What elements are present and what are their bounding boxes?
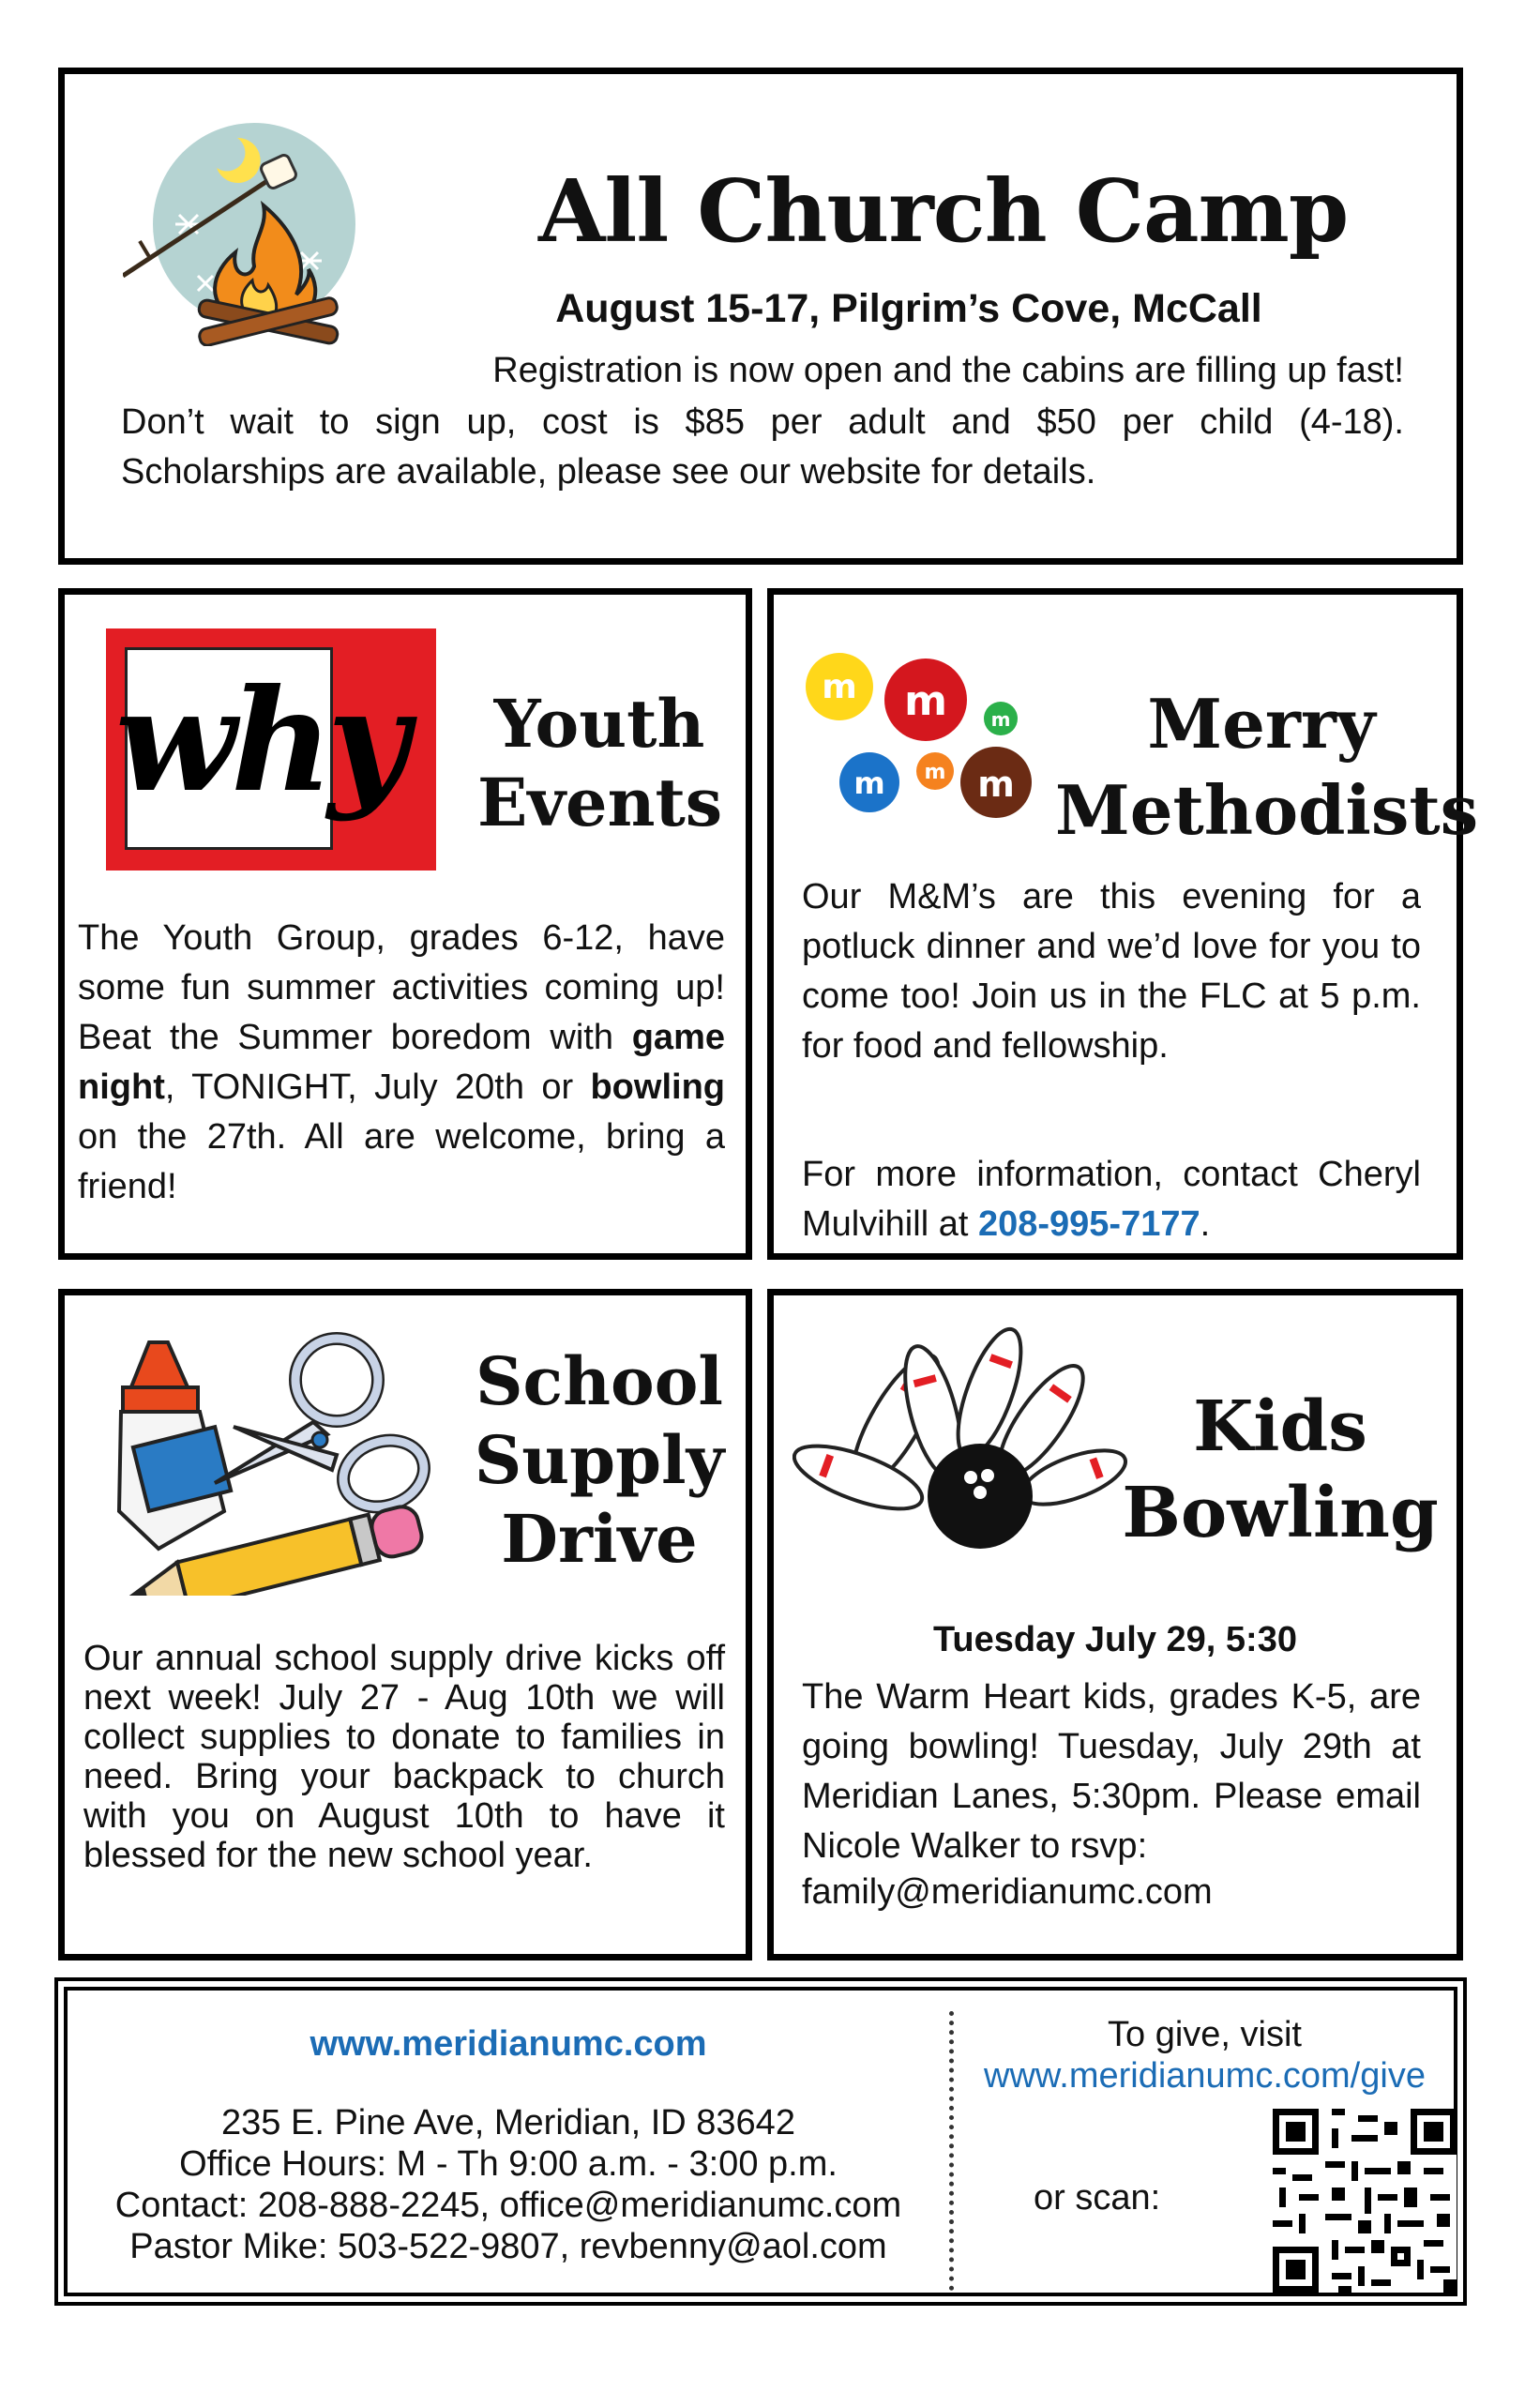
footer-contact: Contact: 208-888-2245, office@meridianumc.com xyxy=(114,2186,902,2225)
svg-text:m: m xyxy=(924,761,946,784)
school-title-line-1: School xyxy=(475,1342,724,1420)
school-title-line-2: Supply xyxy=(474,1421,725,1499)
mm-phone-link[interactable]: 208-995-7177 xyxy=(977,1204,1200,1244)
youth-body xyxy=(78,914,725,1212)
footer-inner-border xyxy=(64,1987,1457,2296)
mm-title-line-2: Methodists xyxy=(1055,770,1479,850)
school-paragraph: Our annual school supply drive kicks off next week! July 27 - Aug 10th we will collect supplies to donate to families in need. Bring your backpack to church with you on August 10th to have it blessed for the new school year. xyxy=(83,1639,725,1875)
mm-contact-text: For more information, contact Cheryl Mulvihill at xyxy=(802,1155,1421,1244)
bowling-icon xyxy=(793,1318,1130,1562)
school-supply-section xyxy=(58,1289,752,1961)
kids-date: Tuesday July 29, 5:30 xyxy=(933,1620,1297,1659)
kids-paragraph: The Warm Heart kids, grades K-5, are going bowling! Tuesday, July 29th at Meridian Lanes, 5:30pm. Please email Nicole Walker to rsvp: xyxy=(802,1677,1421,1866)
youth-title-line-2: Events xyxy=(477,764,723,841)
svg-text:m: m xyxy=(853,765,885,801)
footer-pastor: Pastor Mike: 503-522-9807, revbenny@aol.com xyxy=(129,2227,887,2266)
merry-methodists-section xyxy=(767,588,1479,1260)
youth-text-2: , TONIGHT, July 20th or xyxy=(164,1067,591,1107)
mm-paragraph-2 xyxy=(802,1150,1421,1249)
school-title-line-3: Drive xyxy=(501,1500,698,1578)
youth-title-line-1: Youth xyxy=(493,685,705,763)
svg-text:m: m xyxy=(904,677,947,725)
youth-title xyxy=(477,685,721,842)
scan-label: or scan: xyxy=(1034,2178,1161,2218)
school-supplies-icon xyxy=(102,1324,459,1596)
kids-title-line-2: Bowling xyxy=(1122,1473,1439,1553)
camp-subtitle-text: August 15-17, Pilgrim’s Cove, McCall xyxy=(555,286,1262,331)
mm-title-line-1: Merry xyxy=(1147,684,1376,764)
why-logo xyxy=(106,628,436,871)
qr-code-icon[interactable] xyxy=(1273,2109,1457,2293)
svg-text:m: m xyxy=(977,764,1015,805)
youth-events-section xyxy=(58,588,752,1260)
mm-title xyxy=(1055,684,1479,850)
camp-line-2: Don’t wait to sign up, cost is $85 per adult and $50 per child (4-18). xyxy=(121,402,1404,442)
footer-address: 235 E. Pine Ave, Meridian, ID 83642 xyxy=(221,2103,795,2142)
school-title xyxy=(459,1342,740,1579)
bowling-emphasis: bowling xyxy=(590,1067,725,1107)
youth-text-1: The Youth Group, grades 6-12, have some fun summer activities coming up! Beat the Summer boredom with xyxy=(78,918,725,1057)
footer xyxy=(54,1977,1467,2306)
camp-subtitle xyxy=(65,286,1457,332)
camp-title: All Church Camp xyxy=(538,160,1349,262)
footer-office-hours: Office Hours: M - Th 9:00 a.m. - 3:00 p.m. xyxy=(179,2144,838,2184)
kids-bowling-section xyxy=(767,1289,1463,1961)
kids-email[interactable]: family@meridianumc.com xyxy=(802,1872,1213,1912)
camp-line-3: Scholarships are available, please see our website for details. xyxy=(121,452,1096,492)
footer-website-link[interactable]: www.meridianumc.com xyxy=(310,2024,707,2064)
kids-title-line-1: Kids xyxy=(1193,1386,1367,1467)
youth-text-3: on the 27th. All are welcome, bring a friend! xyxy=(78,1117,725,1206)
camp-section xyxy=(58,68,1463,565)
mm-candies-icon xyxy=(804,651,1048,834)
svg-text:m: m xyxy=(990,708,1011,731)
kids-title xyxy=(1111,1384,1449,1556)
mm-period: . xyxy=(1200,1204,1211,1244)
camp-line-1: Registration is now open and the cabins are filling up fast! xyxy=(492,351,1404,390)
give-link[interactable]: www.meridianumc.com/give xyxy=(984,2056,1426,2096)
svg-text:m: m xyxy=(822,668,857,706)
give-label: To give, visit xyxy=(1108,2015,1302,2054)
why-logo-text: why xyxy=(115,659,404,824)
game-night-emphasis: game night xyxy=(78,1018,725,1107)
mm-paragraph-1: Our M&M’s are this evening for a potluck dinner and we’d love for you to come too! Join us in the FLC at 5 p.m. for food and fellowship. xyxy=(802,877,1421,1066)
